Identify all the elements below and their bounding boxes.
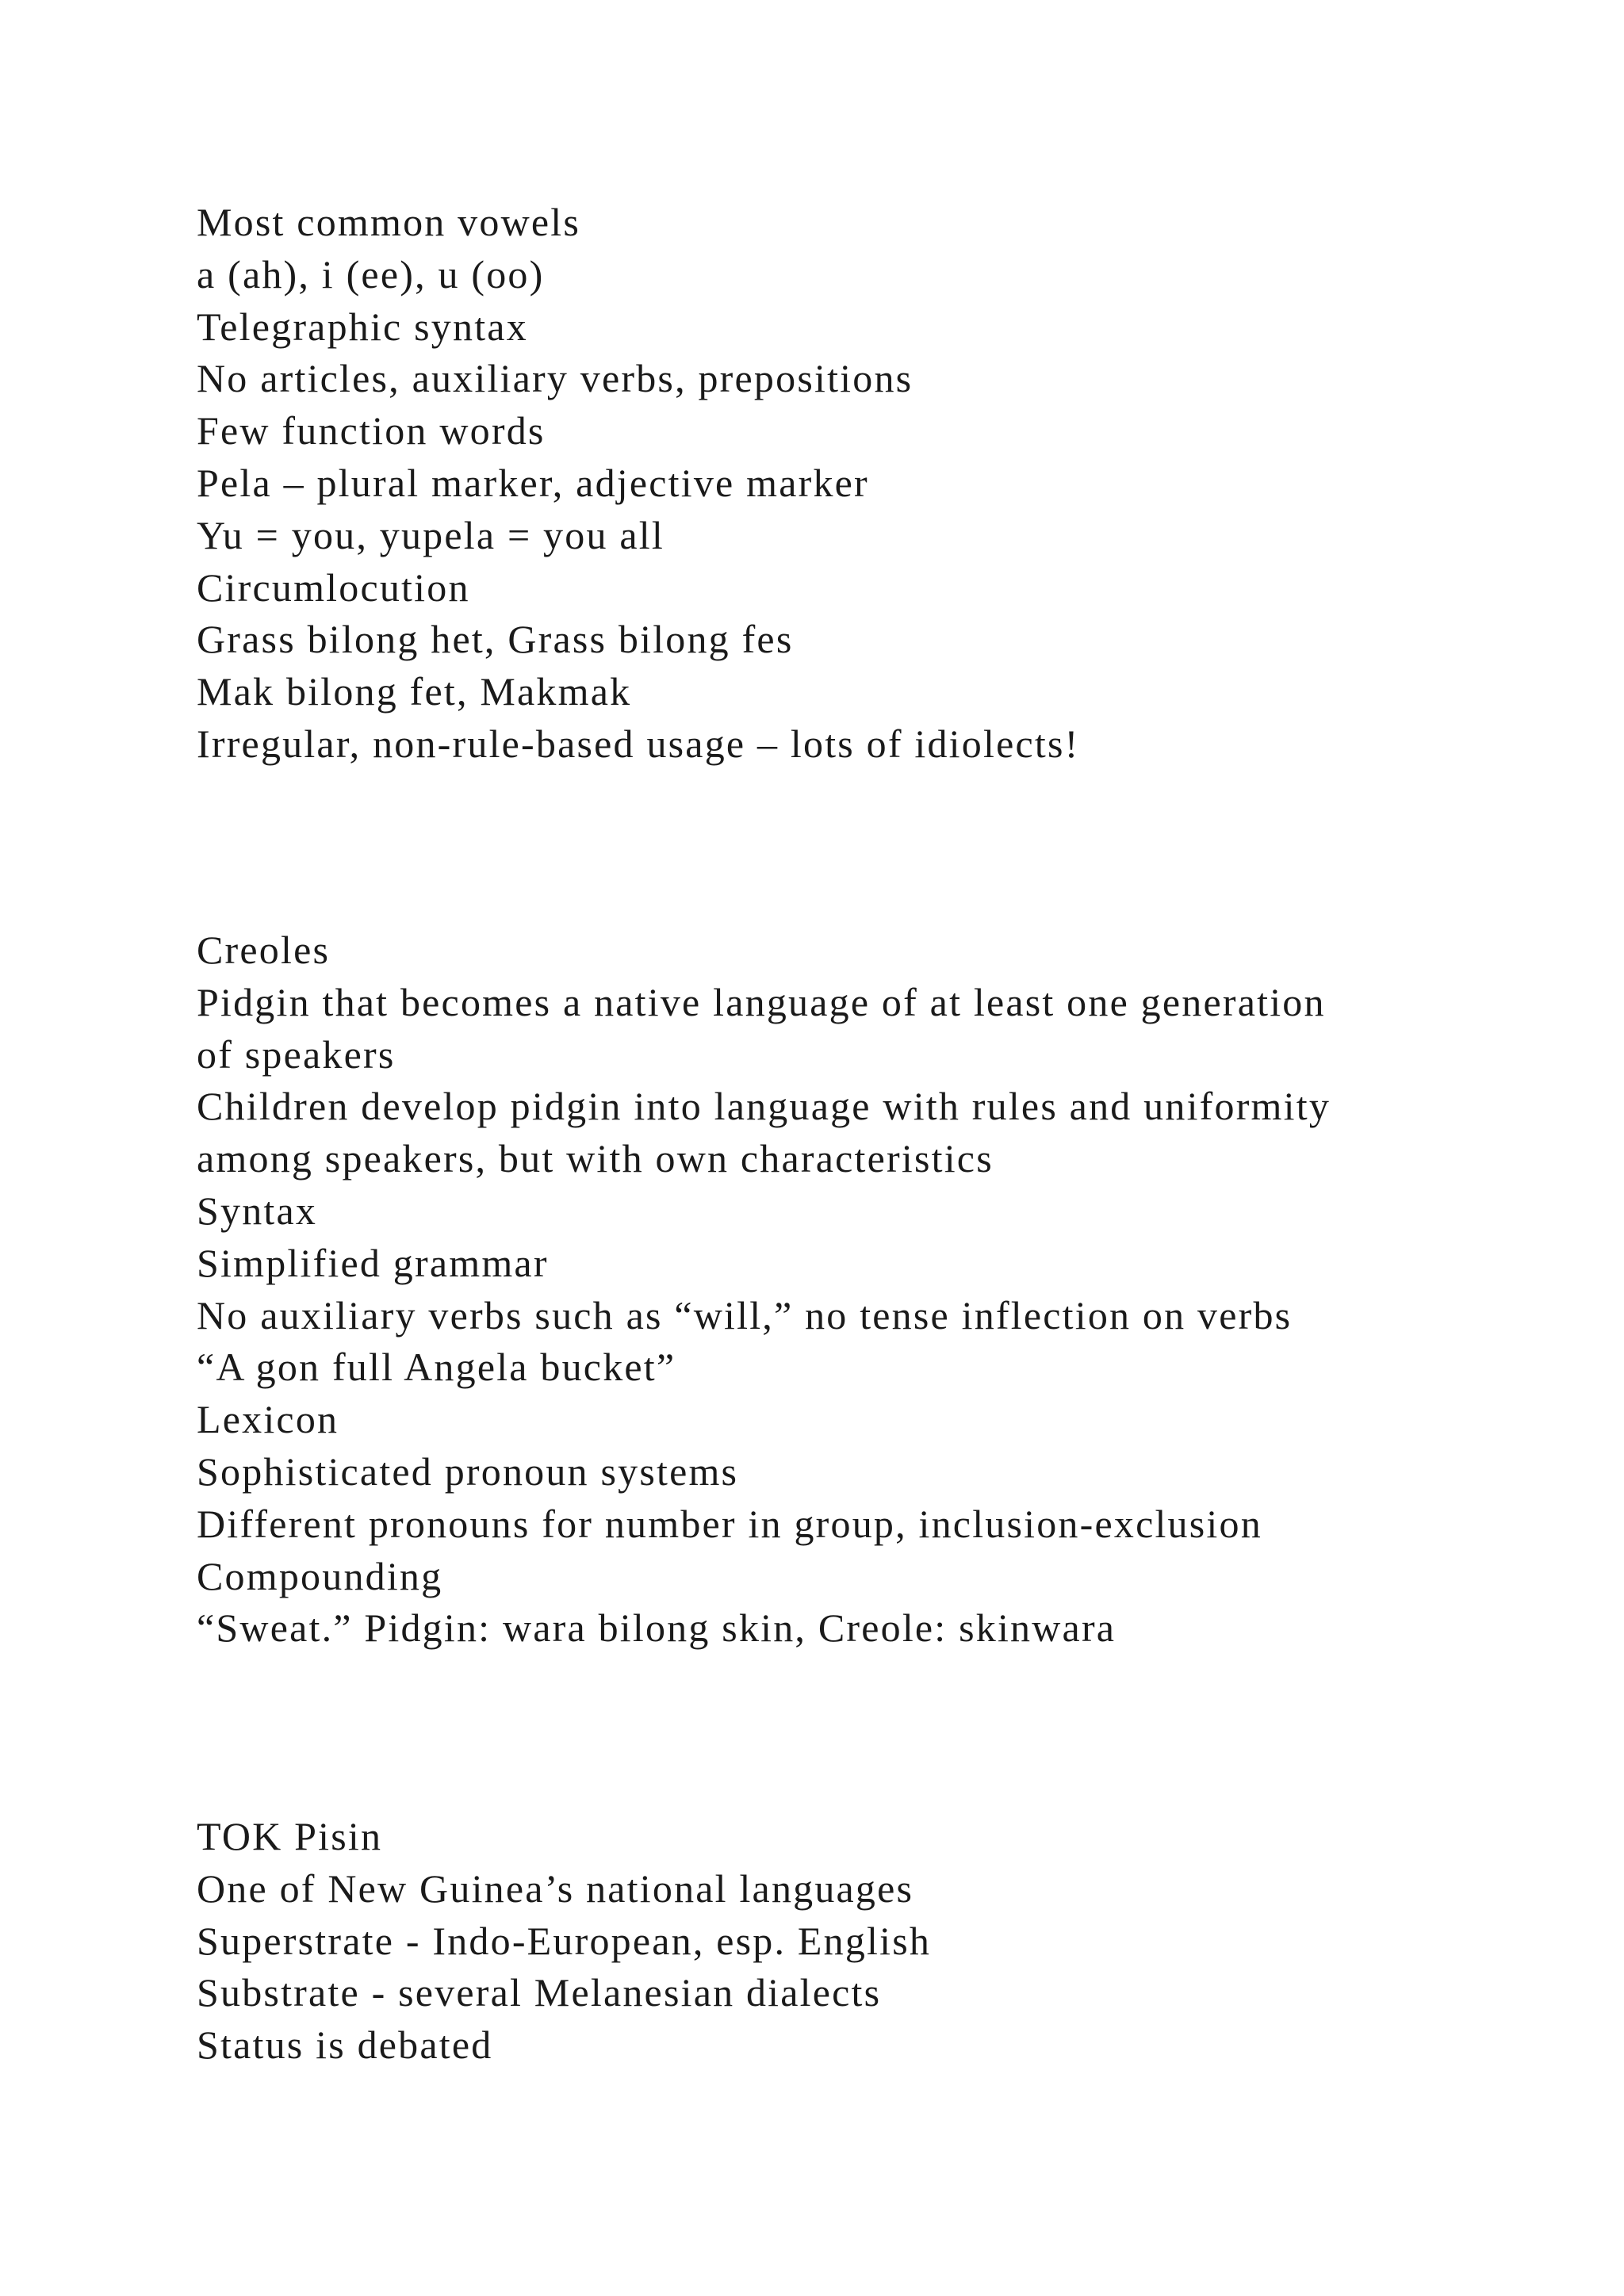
text-line: Syntax	[197, 1188, 318, 1233]
text-line: Different pronouns for number in group, inclusion-exclusion	[197, 1501, 1262, 1546]
section-pidgin-features	[197, 197, 1465, 771]
text-line: Few function words	[197, 408, 546, 453]
text-line: Superstrate - Indo-European, esp. English	[197, 1918, 932, 1963]
text-line: No auxiliary verbs such as “will,” no tense inflection on verbs	[197, 1292, 1293, 1337]
section-heading: Creoles	[197, 928, 331, 972]
text-line: Compounding	[197, 1553, 443, 1598]
text-line: Grass bilong het, Grass bilong fes	[197, 617, 794, 662]
section-creoles	[197, 924, 1465, 1655]
text-line: No articles, auxiliary verbs, prepositions	[197, 356, 914, 401]
text-line: Simplified grammar	[197, 1240, 549, 1285]
section-heading: TOK Pisin	[197, 1814, 383, 1858]
text-line: Pela – plural marker, adjective marker	[197, 460, 869, 505]
text-line: Sophisticated pronoun systems	[197, 1448, 739, 1494]
text-line: Most common vowels	[197, 200, 581, 244]
text-line: Mak bilong fet, Makmak	[197, 669, 632, 714]
text-line: Substrate - several Melanesian dialects	[197, 1970, 882, 2015]
text-line: among speakers, but with own characteristics	[197, 1136, 994, 1181]
text-line: “A gon full Angela bucket”	[197, 1345, 676, 1390]
text-line: Telegraphic syntax	[197, 304, 528, 349]
text-line: Lexicon	[197, 1397, 339, 1442]
text-line: Pidgin that becomes a native language of at least one generation	[197, 979, 1326, 1024]
text-line: One of New Guinea’s national languages	[197, 1866, 914, 1911]
text-line: Children develop pidgin into language with rules and uniformity	[197, 1084, 1331, 1129]
text-line: Yu = you, yupela = you all	[197, 512, 665, 557]
text-line: of speakers	[197, 1031, 396, 1077]
text-line: a (ah), i (ee), u (oo)	[197, 251, 545, 297]
text-line: Circumlocution	[197, 564, 470, 610]
text-line: Status is debated	[197, 2022, 493, 2068]
section-tok-pisin	[197, 1811, 1465, 2072]
text-line: Irregular, non-rule-based usage – lots of idiolects!	[197, 721, 1080, 766]
text-line: “Sweat.” Pidgin: wara bilong skin, Creole: skinwara	[197, 1605, 1116, 1651]
